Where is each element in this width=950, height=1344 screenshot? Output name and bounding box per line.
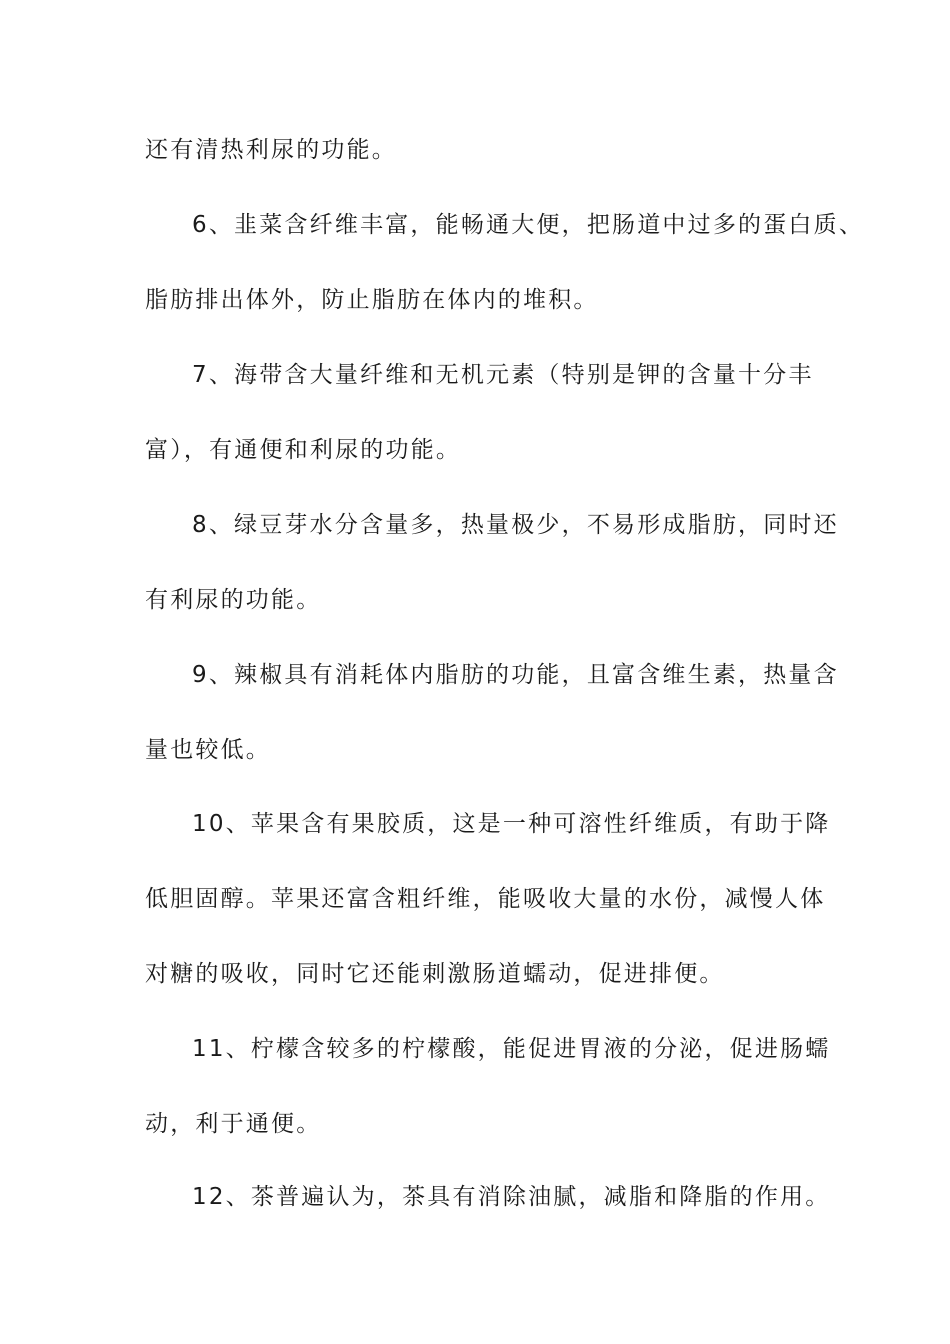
text-line: 脂肪排出体外，防止脂肪在体内的堆积。 (145, 287, 599, 313)
text-line: 9、辣椒具有消耗体内脂肪的功能，且富含维生素，热量含 (192, 662, 839, 688)
text-line: 8、绿豆芽水分含量多，热量极少，不易形成脂肪，同时还 (192, 512, 839, 538)
text-line: 6、韭菜含纤维丰富，能畅通大便，把肠道中过多的蛋白质、 (192, 212, 865, 238)
text-line: 有利尿的功能。 (145, 587, 322, 613)
text-line: 量也较低。 (145, 737, 271, 763)
text-line: 还有清热利尿的功能。 (145, 137, 397, 163)
text-line: 12、茶普遍认为，茶具有消除油腻，减脂和降脂的作用。 (192, 1184, 831, 1210)
text-line: 11、柠檬含较多的柠檬酸，能促进胃液的分泌，促进肠蠕 (192, 1036, 831, 1062)
text-line: 对糖的吸收，同时它还能刺激肠道蠕动，促进排便。 (145, 961, 725, 987)
text-line: 富），有通便和利尿的功能。 (145, 437, 462, 463)
text-line: 低胆固醇。苹果还富含粗纤维，能吸收大量的水份，减慢人体 (145, 886, 826, 912)
text-line: 7、海带含大量纤维和无机元素（特别是钾的含量十分丰 (192, 362, 814, 388)
text-line: 动，利于通便。 (145, 1111, 322, 1137)
text-line: 10、苹果含有果胶质，这是一种可溶性纤维质，有助于降 (192, 811, 831, 837)
